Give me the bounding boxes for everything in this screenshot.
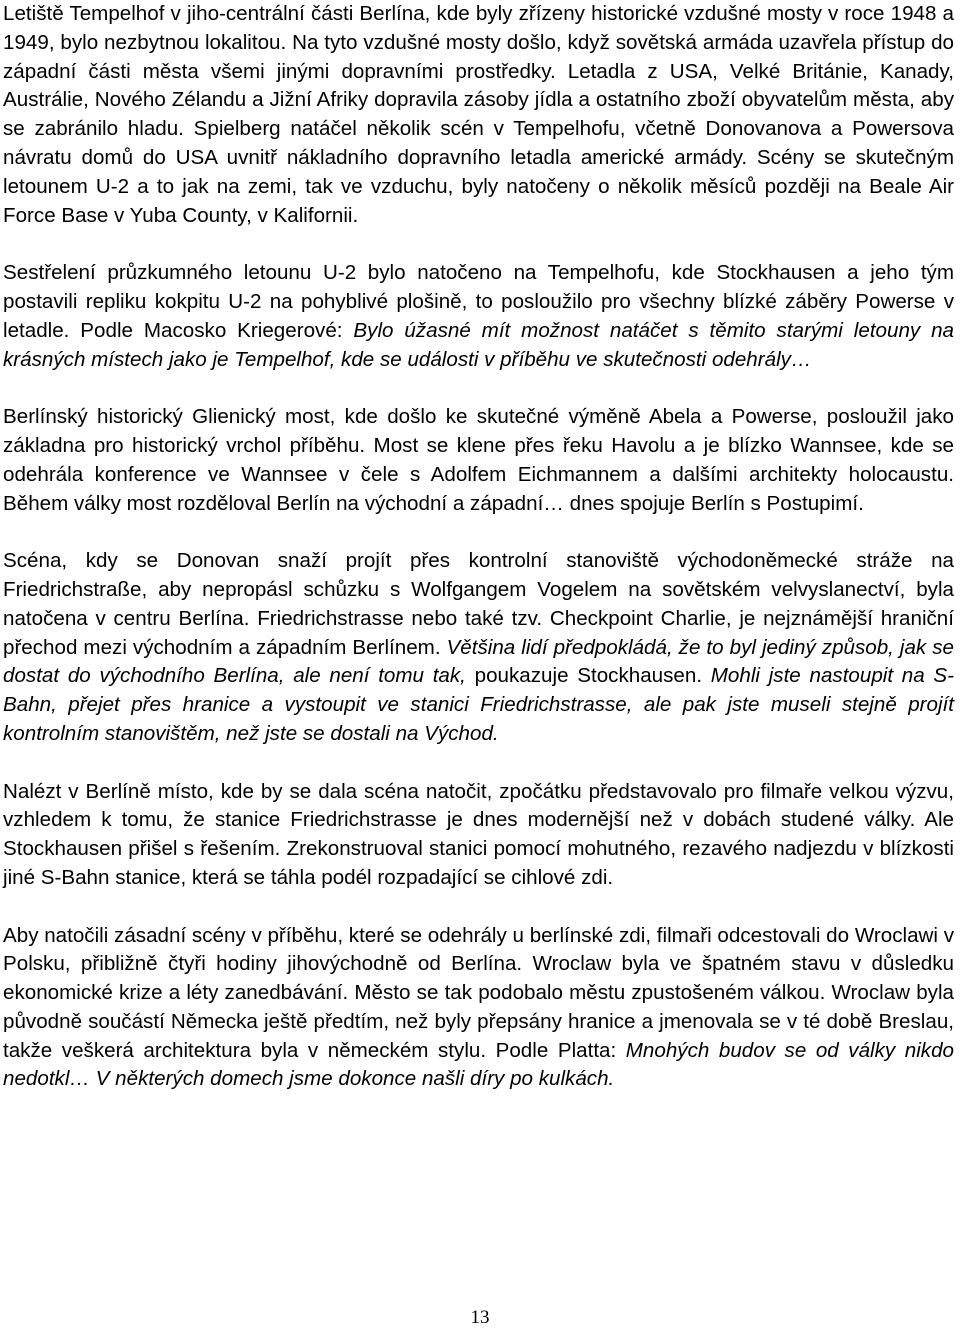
paragraph-text: poukazuje Stockhausen. (465, 664, 711, 688)
quote-stockhausen-2: Mohli jste nastoupit na S-Bahn, přejet přes hranice a vystoupit ve stanici Friedrichstrasse, ale pak jste museli stejně projít kontrolním stanovištěm, než jste se dostali na Východ. (3, 664, 955, 745)
paragraph-tempelhof (3, 0, 954, 230)
paragraph-text: Scéna, kdy se Donovan snaží projít přes kontrolní stanoviště východoněmecké stráže na Friedrichstraße, aby nepropásl schůzku s Wolfgangem Vogelem na sovětském velvyslanectví, byla natočena v centru Berlína. Friedrichstrasse nebo také tzv. Checkpoint Charlie, je nejznámější hraniční přechod mezi východním a západním Berlínem. (3, 549, 954, 659)
paragraph-text: Nalézt v Berlíně místo, kde by se dala scéna natočit, zpočátku představovalo pro filmaře velkou výzvu, vzhledem k tomu, že stanice Friedrichstrasse je dnes modernější než v dobách studené války. Ale Stockhausen přišel s řešením. Zrekonstruoval stanici pomocí mohutného, rezavého nadjezdu v blízkosti jiné S-Bahn stanice, která se táhla podél rozpadající se cihlové zdi. (3, 779, 954, 889)
page-number: 13 (470, 1307, 490, 1328)
paragraph-checkpoint (3, 547, 954, 749)
quote-stockhausen-1: Většina lidí předpokládá, že to byl jediný způsob, jak se dostat do východního Berlína, ale není tomu tak, (3, 635, 954, 688)
paragraph-u2-shootdown (3, 259, 954, 374)
paragraph-text: Berlínský historický Glienický most, kde došlo ke skutečné výměně Abela a Powerse, posloužil jako základna pro historický vrchol příběhu. Most se klene přes řeku Havolu a je blízko Wannsee, kde se odehrála konference ve Wannsee v čele s Adolfem Eichmannem a dalšími architekty holocaustu. Během války most rozděloval Berlín na východní a západní… dnes spojuje Berlín s Postupimí. (3, 405, 954, 515)
quote-macosko-krieger: Bylo úžasné mít možnost natáčet s těmito starými letouny na krásných místech jako je Tempelhof, kde se události v příběhu ve skutečnosti odehrály… (3, 318, 954, 371)
document-page (3, 0, 954, 1094)
paragraph-text: Sestřelení průzkumného letounu U-2 bylo natočeno na Tempelhofu, kde Stockhausen a jeho tým postavili repliku kokpitu U-2 na pohyblivé plošině, to posloužilo pro všechny blízké záběry Powerse v letadle. Podle Macosko Kriegerové: (3, 261, 954, 342)
paragraph-text: Letiště Tempelhof v jiho-centrální části Berlína, kde byly zřízeny historické vzdušné mosty v roce 1948 a 1949, bylo nezbytnou lokalitou. Na tyto vzdušné mosty došlo, když sovětská armáda uzavřela přístup do západní části města všemi jinými dopravními prostředky. Letadla z USA, Velké Británie, Kanady, Austrálie, Nového Zélandu a Jižní Afriky dopravila zásoby jídla a ostatního zboží obyvatelům města, aby se zabránilo hladu. Spielberg natáčel několik scén v Tempelhofu, včetně Donovanova a Powersova návratu domů do USA uvnitř nákladního dopravního letadla americké armády. Scény se skutečným letounem U-2 a to jak na zemi, tak ve vzduchu, byly natočeny o několik měsíců později na Beale Air Force Base v Yuba County, v Kalifornii. (3, 2, 954, 227)
paragraph-friedrichstrasse-station (3, 778, 954, 893)
paragraph-text: Aby natočili zásadní scény v příběhu, které se odehrály u berlínské zdi, filmaři odcestovali do Wroclawi v Polsku, přibližně čtyři hodiny jihovýchodně od Berlína. Wroclaw byla ve špatném stavu v důsledku ekonomické krize a léty zanedbávání. Město se tak podobalo městu zpustošeném válkou. Wroclaw byla původně součástí Německa ještě předtím, než byly přepsány hranice a jmenovala se v té době Breslau, takže veškerá architektura byla v německém stylu. Podle Platta: (3, 923, 954, 1062)
paragraph-glienicke-bridge (3, 403, 954, 518)
paragraph-wroclaw (3, 922, 954, 1095)
quote-platt: Mnohých budov se od války nikdo nedotkl… V některých domech jsme dokonce našli díry po kulkách. (3, 1038, 954, 1091)
